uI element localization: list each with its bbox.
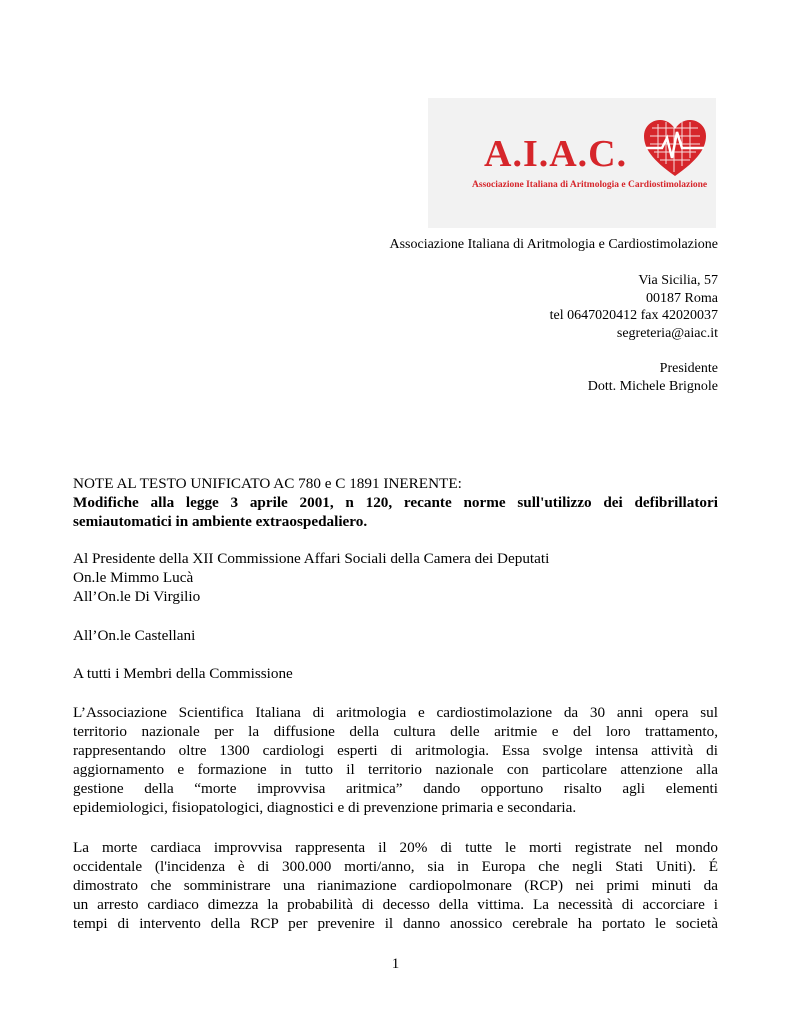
paragraph-line: La morte cardiaca improvvisa rappresenta il 20% di tutte le morti registrate nel mondo xyxy=(73,839,718,856)
page-number: 1 xyxy=(391,956,400,972)
address-street: Via Sicilia, 57 xyxy=(638,273,718,288)
paragraph-line: epidemiologici, fisiopatologici, diagnostici e di prevenzione primaria e secondaria. xyxy=(73,799,577,816)
recipient-line: All’On.le Di Virgilio xyxy=(73,588,201,605)
paragraph-line: occidentale (l'incidenza è di 300.000 morti/anno, sia in Europa che negli Stati Uniti). É xyxy=(73,858,718,875)
phone-fax: tel 0647020412 fax 42020037 xyxy=(549,308,718,324)
note-subject-line: semiautomatici in ambiente extraospedaliero. xyxy=(73,513,368,530)
paragraph-line: rappresentando oltre 1300 cardiologi esperti di aritmologia. Essa svolge intensa attività di xyxy=(73,742,718,759)
logo-acronym: A.I.A.C. xyxy=(484,133,628,175)
paragraph-line: tempi di intervento della RCP per prevenire il danno anossico cerebrale ha portato le società xyxy=(73,915,718,932)
note-subject-line: Modifiche alla legge 3 aprile 2001, n 120, recante norme sull'utilizzo dei defibrillatori xyxy=(73,494,718,511)
paragraph-line: aggiornamento e formazione in tutto il territorio nazionale con particolare attenzione alla xyxy=(73,761,718,778)
recipient-line: All’On.le Castellani xyxy=(73,627,196,644)
paragraph-line: dimostrato che somministrare una rianimazione cardiopolmonare (RCP) nei primi minuti da xyxy=(73,877,718,894)
recipients xyxy=(73,549,718,606)
recipient-castellani xyxy=(73,626,718,645)
recipient-line: A tutti i Membri della Commissione xyxy=(73,665,293,682)
note-title: NOTE AL TESTO UNIFICATO AC 780 e C 1891 INERENTE: xyxy=(73,475,462,492)
paragraph-line: territorio nazionale per la diffusione della cultura delle aritmie e del loro trattamento, xyxy=(73,723,718,740)
association-name: Associazione Italiana di Aritmologia e Cardiostimolazione xyxy=(389,237,718,252)
note-heading xyxy=(73,474,718,531)
recipient-commission xyxy=(73,664,718,683)
email: segreteria@aiac.it xyxy=(616,325,718,341)
heart-ecg-icon xyxy=(642,118,708,180)
logo-subtitle: Associazione Italiana di Aritmologia e Cardiostimolazione xyxy=(472,180,708,190)
president-name: Dott. Michele Brignole xyxy=(587,378,718,394)
recipient-line: Al Presidente della XII Commissione Affari Sociali della Camera dei Deputati xyxy=(73,550,550,567)
paragraph-2 xyxy=(73,838,718,933)
paragraph-line: L’Associazione Scientifica Italiana di aritmologia e cardiostimolazione da 30 anni opera sul xyxy=(73,704,718,721)
president-role: Presidente xyxy=(659,361,718,376)
recipient-line: On.le Mimmo Lucà xyxy=(73,569,194,586)
logo xyxy=(428,98,716,228)
paragraph-line: gestione della “morte improvvisa aritmica” dando opportuno risalto agli elementi xyxy=(73,780,718,797)
paragraph-line: un arresto cardiaco dimezza la probabilità di decesso della vittima. La necessità di accorciare i xyxy=(73,896,718,913)
address-city: 00187 Roma xyxy=(646,290,718,306)
address-block xyxy=(550,272,718,342)
president-block xyxy=(588,360,718,395)
paragraph-1 xyxy=(73,703,718,817)
